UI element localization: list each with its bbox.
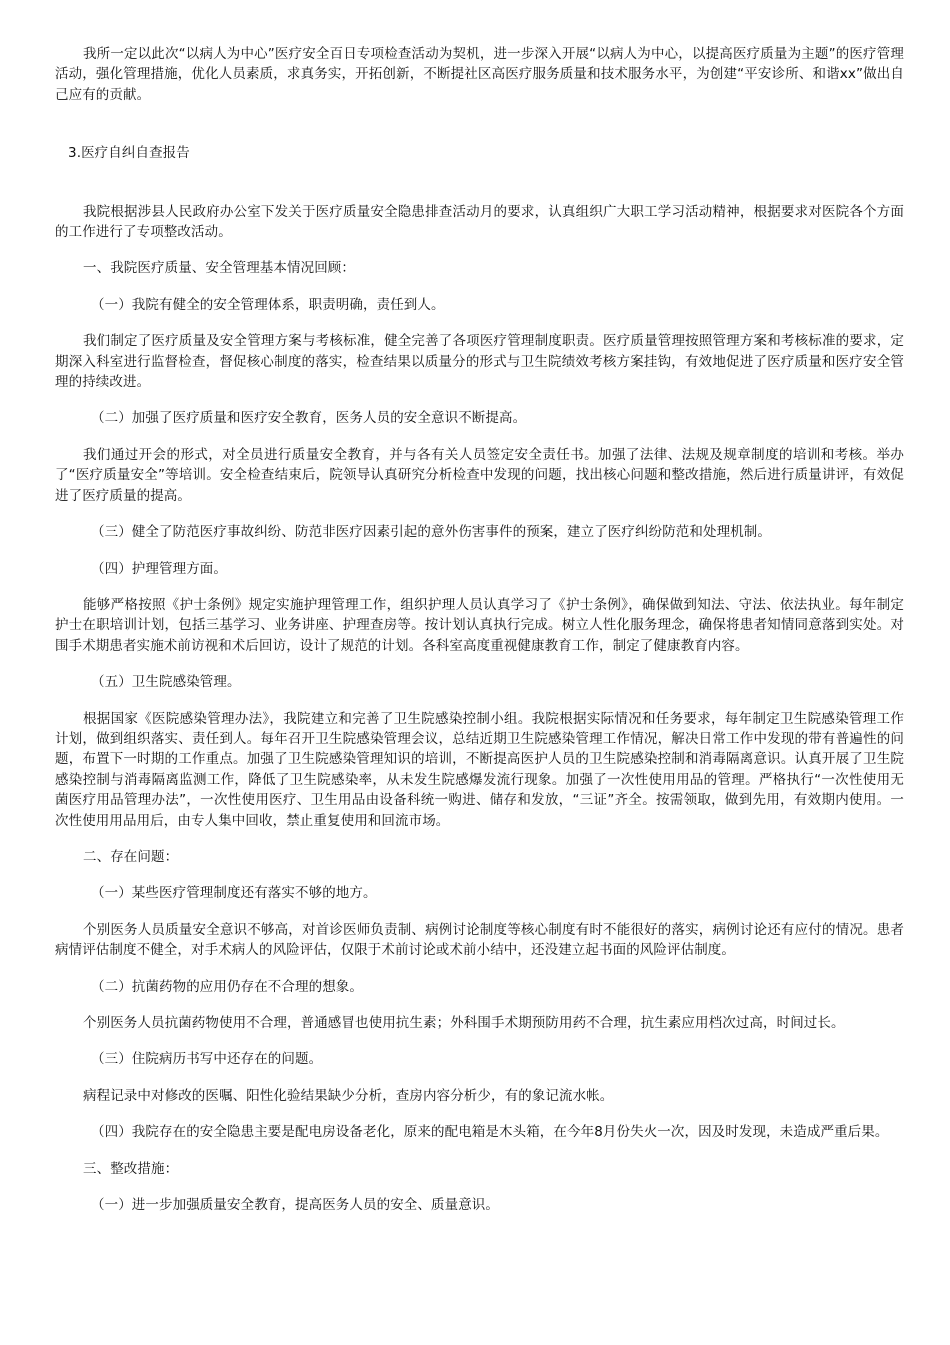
body-paragraph: 病程记录中对修改的医嘱、阳性化验结果缺少分析，查房内容分析少，有的象记流水帐。 (83, 1087, 614, 1104)
subheading-2-1: （一）某些医疗管理制度还有落实不够的地方。 (91, 885, 377, 902)
subheading-1-1: （一）我院有健全的安全管理体系，职责明确，责任到人。 (91, 296, 445, 313)
body-paragraph: 根据国家《医院感染管理办法》，我院建立和完善了卫生院感染控制小组。我院根据实际情况和任务要求，每年制定卫生院感染管理工作计划，做到组织落实、责任到人。每年召开卫生院感染管理会议，总结近期卫生院感染管理工作情况，解决日常工作中发现的带有普遍性的问题，布置下一时期的工作重点。加强了卫生院感染管理知识的培训，不断提高医护人员的卫生院感染控制和消毒隔离意识。认真开展了卫生院感染控制与消毒隔离监测工作，降低了卫生院感染率，从未发生院感爆发流行现象。加强了一次性使用用品的管理。严格执行“一次性使用无菌医疗用品管理办法”，一次性使用医疗、卫生用品由设备科统一购进、储存和发放，“三证”齐全。按需领取，做到先用，有效期内使用。一次性使用用品用后，由专人集中回收，禁止重复使用和回流市场。 (55, 710, 904, 829)
section-title: 3.医疗自纠自查报告 (68, 145, 190, 162)
body-paragraph: 个别医务人员质量安全意识不够高，对首诊医师负责制、病例讨论制度等核心制度有时不能很好的落实，病例讨论还有应付的情况。患者病情评估制度不健全，对手术病人的风险评估，仅限于术前讨论或术前小结中，还没建立起书面的风险评估制度。 (55, 921, 904, 959)
body-paragraph: 我们通过开会的形式，对全员进行质量安全教育，并与各有关人员签定安全责任书。加强了法律、法规及规章制度的培训和考核。举办了“医疗质量安全”等培训。安全检查结束后，院领导认真研究分析检查中发现的问题，找出核心问题和整改措施，然后进行质量讲评，有效促进了医疗质量的提高。 (55, 446, 904, 504)
heading-part-two: 二、存在问题： (83, 848, 179, 865)
subheading-1-2: （二）加强了医疗质量和医疗安全教育，医务人员的安全意识不断提高。 (91, 410, 527, 427)
subheading-3-1: （一）进一步加强质量安全教育，提高医务人员的安全、质量意识。 (91, 1197, 499, 1214)
subheading-1-5: （五）卫生院感染管理。 (91, 674, 241, 691)
subheading-2-4: （四）我院存在的安全隐患主要是配电房设备老化，原来的配电箱是木头箱，在今年8月份失火一次，因及时发现，未造成严重后果。 (91, 1124, 889, 1141)
subheading-2-3: （三）住院病历书写中还存在的问题。 (91, 1051, 323, 1068)
subheading-2-2: （二）抗菌药物的应用仍存在不合理的想象。 (91, 978, 363, 995)
heading-part-one: 一、我院医疗质量、安全管理基本情况回顾： (83, 260, 355, 277)
subheading-1-3: （三）健全了防范医疗事故纠纷、防范非医疗因素引起的意外伤害事件的预案，建立了医疗纠纷防范和处理机制。 (91, 524, 771, 541)
body-paragraph: 个别医务人员抗菌药物使用不合理，普通感冒也使用抗生素；外科围手术期预防用药不合理，抗生素应用档次过高，时间过长。 (83, 1015, 845, 1031)
body-paragraph: 能够严格按照《护士条例》规定实施护理管理工作，组织护理人员认真学习了《护士条例》，确保做到知法、守法、依法执业。每年制定护士在职培训计划，包括三基学习、业务讲座、护理查房等。按计划认真执行完成。树立人性化服务理念，确保将患者知情同意落到实处。对围手术期患者实施术前访视和术后回访，设计了规范的计划。各科室高度重视健康教育工作，制定了健康教育内容。 (55, 596, 904, 654)
report-intro-paragraph: 我院根据涉县人民政府办公室下发关于医疗质量安全隐患排查活动月的要求，认真组织广大职工学习活动精神，根据要求对医院各个方面的工作进行了专项整改活动。 (55, 203, 904, 241)
subheading-1-4: （四）护理管理方面。 (91, 560, 227, 577)
body-paragraph: 我们制定了医疗质量及安全管理方案与考核标准，健全完善了各项医疗管理制度职责。医疗质量管理按照管理方案和考核标准的要求，定期深入科室进行监督检查，督促核心制度的落实，检查结果以质量分的形式与卫生院绩效考核方案挂钩，有效地促进了医疗质量和医疗安全管理的持续改进。 (55, 333, 904, 391)
intro-paragraph: 我所一定以此次“以病人为中心”医疗安全百日专项检查活动为契机，进一步深入开展“以病人为中心，以提高医疗质量为主题”的医疗管理活动，强化管理措施，优化人员素质，求真务实，开拓创新，不断提社区高医疗服务质量和技术服务水平，为创建“平安诊所、和谐xx”做出自己应有的贡献。 (55, 46, 904, 103)
heading-part-three: 三、整改措施： (83, 1160, 179, 1177)
